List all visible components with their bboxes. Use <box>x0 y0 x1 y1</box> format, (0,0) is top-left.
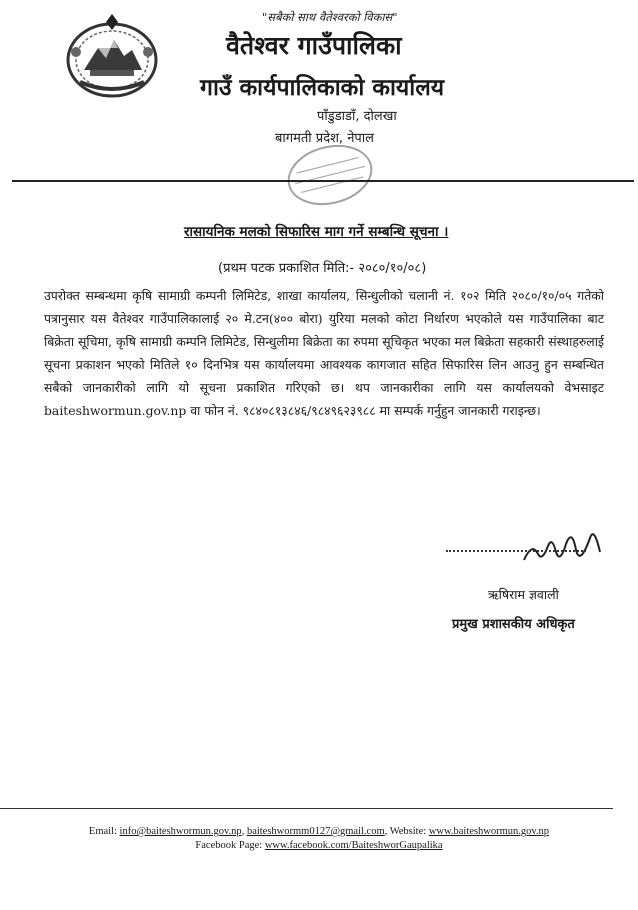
email-link-1[interactable]: info@baiteshwormun.gov.np <box>119 826 242 837</box>
nepal-emblem-icon <box>62 12 162 100</box>
signer-title: प्रमुख प्रशासकीय अधिकृत <box>452 617 575 632</box>
footer-facebook <box>0 840 638 851</box>
office-subtitle: गाउँ कार्यपालिकाको कार्यालय <box>200 74 445 101</box>
email-link-2[interactable]: baiteshwormm0127@gmail.com <box>246 826 385 837</box>
office-name: वैतेश्वर गाउँपालिका <box>226 31 402 60</box>
header-divider <box>12 180 634 182</box>
footer-divider <box>0 808 613 809</box>
website-link[interactable]: www.baiteshwormun.gov.np <box>428 826 550 837</box>
facebook-label: Facebook Page: <box>195 840 263 851</box>
signature-icon <box>520 522 605 570</box>
notice-title: रासायनिक मलको सिफारिस माग गर्ने सम्बन्धि सूचना । <box>184 224 449 240</box>
signature-line <box>446 550 586 552</box>
notice-publish-date: (प्रथम पटक प्रकाशित मिति:- २०८०/१०/०८) <box>218 261 427 276</box>
slogan: "सबैको साथ वैतेश्वरको विकास" <box>262 10 398 24</box>
address-line-2: बागमती प्रदेश, नेपाल <box>275 131 374 146</box>
footer-contact: Email: info@baiteshwormun.gov.np, baiteshwormm0127@gmail.com, Website: www.baiteshwormun.gov.np <box>88 826 550 837</box>
website-label: Website: <box>389 826 427 837</box>
email-label: Email: <box>88 826 117 837</box>
facebook-link[interactable]: www.facebook.com/BaiteshworGaupalika <box>264 840 443 851</box>
address-line-1: पाँडुडाडाँ, दोलखा <box>317 109 397 124</box>
notice-body: उपरोक्त सम्बन्धमा कृषि सामाग्री कम्पनी लिमिटेड, शाखा कार्यालय, सिन्धुलीको चलानी नं. १०२ मिति २०८०/१०/०५ गतेको पत्रानुसार यस वैतेश्वर गाउँपालिकालाई २० मे.टन(४०० बोरा) युरिया मलको कोटा निर्धारण भएकोले यस गाउँपालिका बाट बिक्रेता सूचिमा, कृषि सामाग्री कम्पनि लिमिटेड, सिन्धुलीमा बिक्रेता का रुपमा सूचिकृत भएका मल बिक्रेता सहकारी संस्थाहरुलाई सूचना प्रकाशन भएको मितिले १० दिनभित्र यस कार्यालयमा आवश्यक कागजात सहित सिफारिस लिन आउनु हुन सम्बन्धित सबैको जानकारीको लागि यो सूचना प्रकाशित गरिएको छ। थप जानकारीका लागि यस कार्यालयको वेभसाइट baiteshwormun.gov.np वा फोन नं. ९८४०८१३८४६/९८४९६२३९८८ मा सम्पर्क गर्नुहुन जानकारी गराइन्छ। <box>44 288 604 418</box>
office-stamp-icon <box>280 140 380 210</box>
signer-name: ऋषिराम ज्ञवाली <box>488 587 559 602</box>
